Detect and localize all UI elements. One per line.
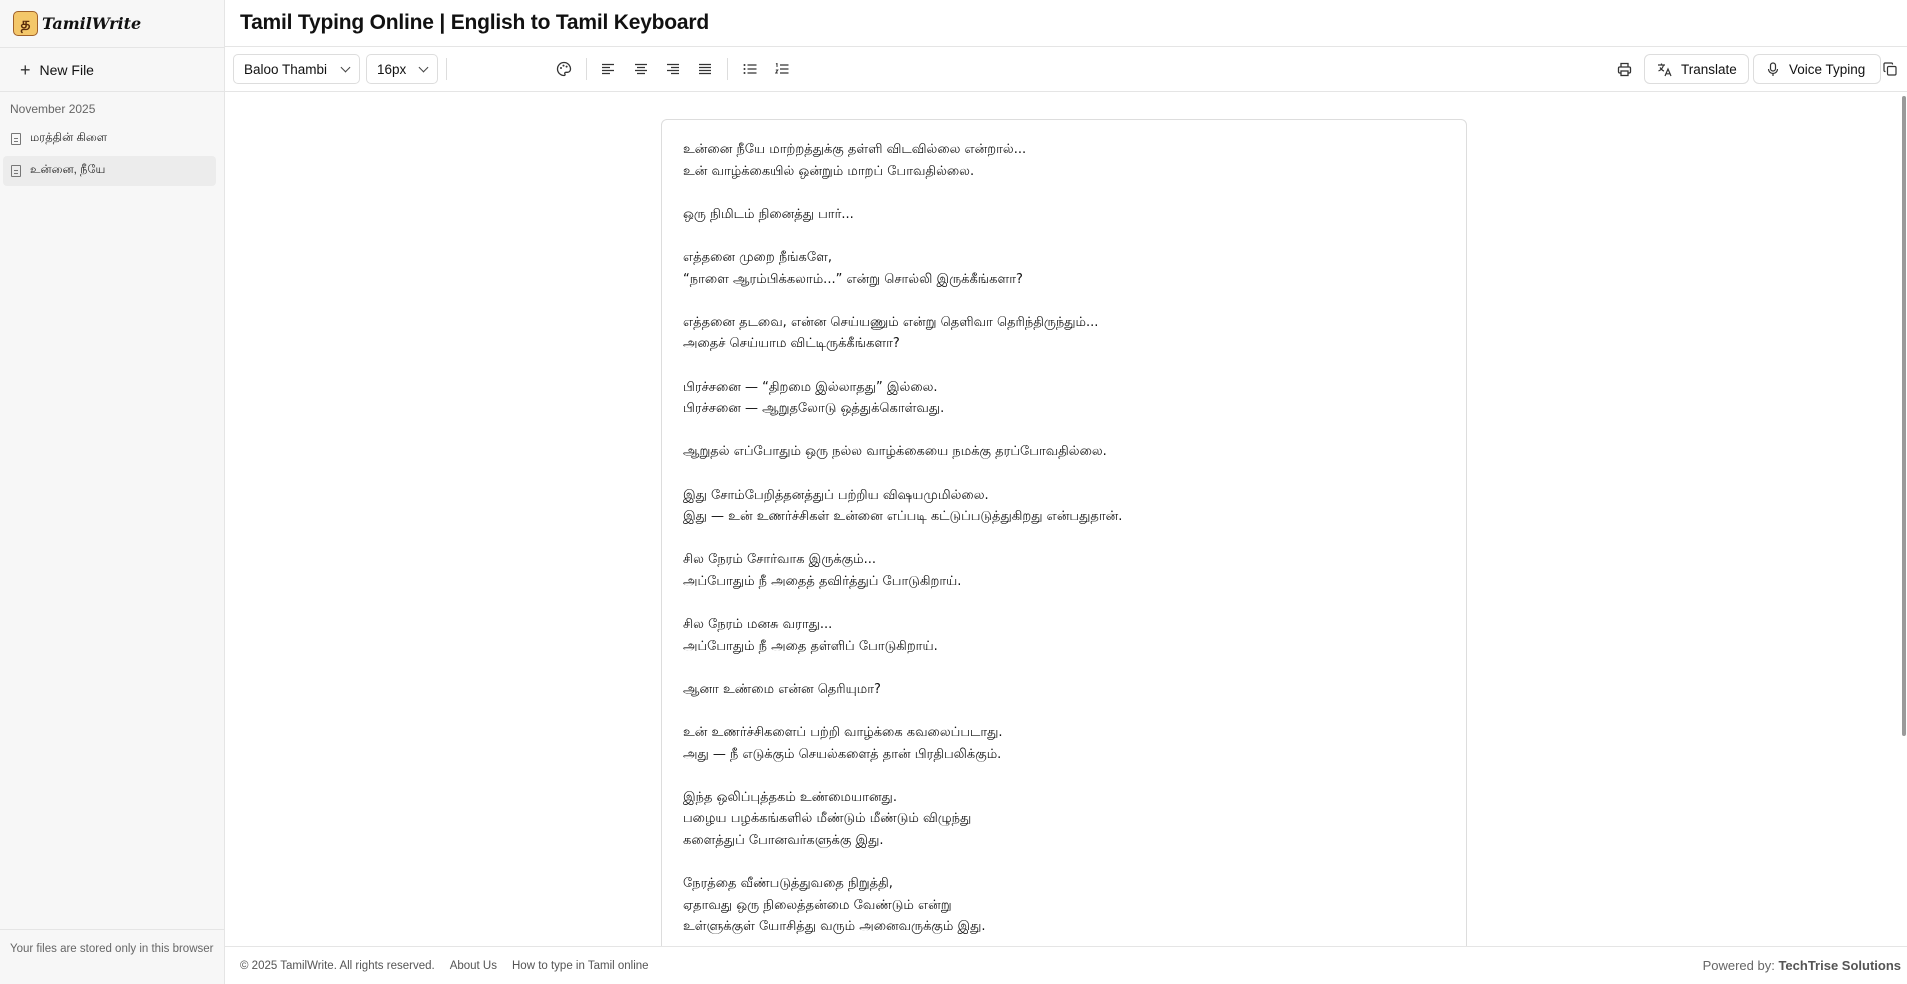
document-blank-line: [683, 225, 1445, 247]
document-line: இது — உன் உணர்ச்சிகள் உன்னை எப்படி கட்டுப்படுத்துகிறது என்பதுதான்.: [683, 509, 1123, 525]
document-blank-line: [683, 700, 1445, 722]
document-line: நேரத்தை வீண்படுத்துவதை நிறுத்தி,: [683, 876, 893, 892]
align-left-button[interactable]: [594, 54, 622, 84]
microphone-icon: [1766, 62, 1780, 77]
voice-typing-button[interactable]: [1753, 54, 1881, 84]
document-blank-line: [683, 528, 1445, 550]
document-line: எத்தனை முறை நீங்களே,: [683, 249, 832, 265]
document-line: பழைய பழக்கங்களில் மீண்டும் மீண்டும் விழுந்து: [683, 811, 972, 827]
document-line: உன் வாழ்க்கையில் ஒன்றும் மாறப் போவதில்லை.: [683, 163, 975, 179]
document-line: அது — நீ எடுக்கும் செயல்களைத் தான் பிரதிபலிக்கும்.: [683, 746, 1002, 762]
editor-toolbar: [225, 47, 1907, 92]
translate-label: Translate: [1681, 61, 1737, 77]
app-logo[interactable]: [0, 0, 224, 48]
document-blank-line: [683, 765, 1445, 787]
print-button[interactable]: [1610, 54, 1638, 84]
file-item-title: உன்னை, நீயே: [30, 164, 106, 176]
document-line: உள்ளுக்குள் யோசித்து வரும் அனைவருக்கும் இது.: [683, 919, 986, 935]
new-file-button[interactable]: [0, 48, 224, 92]
file-item-title: மரத்தின் கிளை: [30, 132, 108, 144]
page-header: [225, 0, 1907, 47]
document-line: உன்னை நீயே மாற்றத்துக்கு தள்ளி விடவில்லை என்றால்...: [683, 142, 1027, 157]
document-blank-line: [683, 463, 1445, 485]
document-icon: [11, 133, 21, 145]
text-color-button[interactable]: [550, 54, 578, 84]
new-file-label: New File: [39, 61, 94, 78]
align-left-icon: [601, 63, 615, 75]
scrollbar-thumb[interactable]: [1902, 96, 1906, 736]
app-name: TamilWrite: [42, 14, 142, 33]
document-icon: [11, 165, 21, 177]
powered-by-prefix: Powered by:: [1702, 958, 1779, 973]
palette-icon: [556, 61, 572, 77]
numbered-list-icon: [775, 63, 789, 75]
document-line: இது சோம்பேறித்தனத்துப் பற்றிய விஷயமுமில்லை.: [683, 487, 989, 503]
document-blank-line: [683, 355, 1445, 377]
page-footer: [225, 946, 1907, 984]
document-line: சில நேரம் மனசு வராது...: [683, 617, 833, 633]
document-line: “நாளை ஆரம்பிக்கலாம்...” என்று சொல்லி இருக்கீங்களா?: [683, 271, 1023, 287]
file-item[interactable]: [3, 124, 216, 154]
logo-icon: த: [13, 11, 38, 36]
document-line: உன் உணர்ச்சிகளைப் பற்றி வாழ்க்கை கவலைப்படாது.: [683, 725, 1003, 741]
page-title: Tamil Typing Online | English to Tamil Keyboard: [240, 11, 710, 34]
align-justify-button[interactable]: [691, 54, 719, 84]
document-line: ஒரு நிமிடம் நினைத்து பார்...: [683, 206, 854, 222]
font-family-value: Baloo Thambi: [244, 61, 328, 77]
voice-typing-label: Voice Typing: [1789, 61, 1866, 77]
document-blank-line: [683, 592, 1445, 614]
document-blank-line: [683, 182, 1445, 204]
document-blank-line: [683, 420, 1445, 442]
document-line: சில நேரம் சோர்வாக இருக்கும்...: [683, 552, 877, 568]
toolbar-divider: [727, 58, 728, 80]
powered-by: [1703, 958, 1901, 973]
file-group-label: November 2025: [10, 102, 96, 116]
document-line: ஏதாவது ஒரு நிலைத்தன்மை வேண்டும் என்று: [683, 897, 952, 913]
document-line: பிரச்சனை — “திறமை இல்லாதது” இல்லை.: [683, 379, 938, 395]
document-blank-line: [683, 290, 1445, 312]
document-blank-line: [683, 852, 1445, 874]
font-size-value: 16px: [377, 61, 407, 77]
align-center-icon: [634, 63, 648, 75]
document-blank-line: [683, 657, 1445, 679]
align-center-button[interactable]: [627, 54, 655, 84]
document-line: அப்போதும் நீ அதை தள்ளிப் போடுகிறாய்.: [683, 638, 938, 654]
chevron-down-icon: [419, 62, 429, 72]
copy-icon: [1883, 62, 1897, 76]
align-right-button[interactable]: [659, 54, 687, 84]
print-icon: [1617, 62, 1632, 77]
sidebar: [0, 0, 225, 984]
document-line: அப்போதும் நீ அதைத் தவிர்த்துப் போடுகிறாய்.: [683, 573, 962, 589]
document-line: களைத்துப் போனவர்களுக்கு இது.: [683, 833, 884, 848]
powered-by-name: TechTrise Solutions: [1778, 958, 1901, 973]
bulleted-list-button[interactable]: [736, 54, 764, 84]
document-line: ஆறுதல் எப்போதும் ஒரு நல்ல வாழ்க்கையை நமக்கு தரப்போவதில்லை.: [683, 444, 1107, 460]
copy-button[interactable]: [1878, 54, 1902, 84]
font-family-select[interactable]: [233, 54, 360, 84]
bulleted-list-icon: [743, 63, 757, 75]
file-item-active[interactable]: [3, 156, 216, 186]
font-size-select[interactable]: [366, 54, 438, 84]
numbered-list-button[interactable]: [768, 54, 796, 84]
translate-icon: [1657, 62, 1672, 77]
document-line: இந்த ஒலிப்புத்தகம் உண்மையானது.: [683, 789, 897, 805]
plus-icon: +: [20, 59, 31, 80]
document-line: அதைச் செய்யாம விட்டிருக்கீங்களா?: [683, 336, 900, 352]
chevron-down-icon: [341, 62, 351, 72]
scrollbar[interactable]: [1901, 92, 1907, 946]
translate-button[interactable]: [1644, 54, 1749, 84]
editor-canvas: [225, 92, 1907, 946]
document-editor[interactable]: [661, 119, 1467, 946]
align-right-icon: [666, 63, 680, 75]
align-justify-icon: [698, 63, 712, 75]
document-line: ஆனா உண்மை என்ன தெரியுமா?: [683, 681, 881, 697]
copyright-text: © 2025 TamilWrite. All rights reserved.: [240, 959, 435, 972]
footer-link-about[interactable]: About Us: [449, 959, 497, 972]
footer-link-how-to-type[interactable]: How to type in Tamil online: [512, 959, 649, 972]
document-line: எத்தனை தடவை, என்ன செய்யணும் என்று தெளிவா தெரிந்திருந்தும்...: [683, 314, 1099, 330]
document-line: பிரச்சனை — ஆறுதலோடு ஒத்துக்கொள்வது.: [683, 401, 945, 417]
toolbar-divider: [446, 58, 447, 80]
toolbar-divider: [586, 58, 587, 80]
storage-note: Your files are stored only in this browser: [0, 929, 224, 984]
